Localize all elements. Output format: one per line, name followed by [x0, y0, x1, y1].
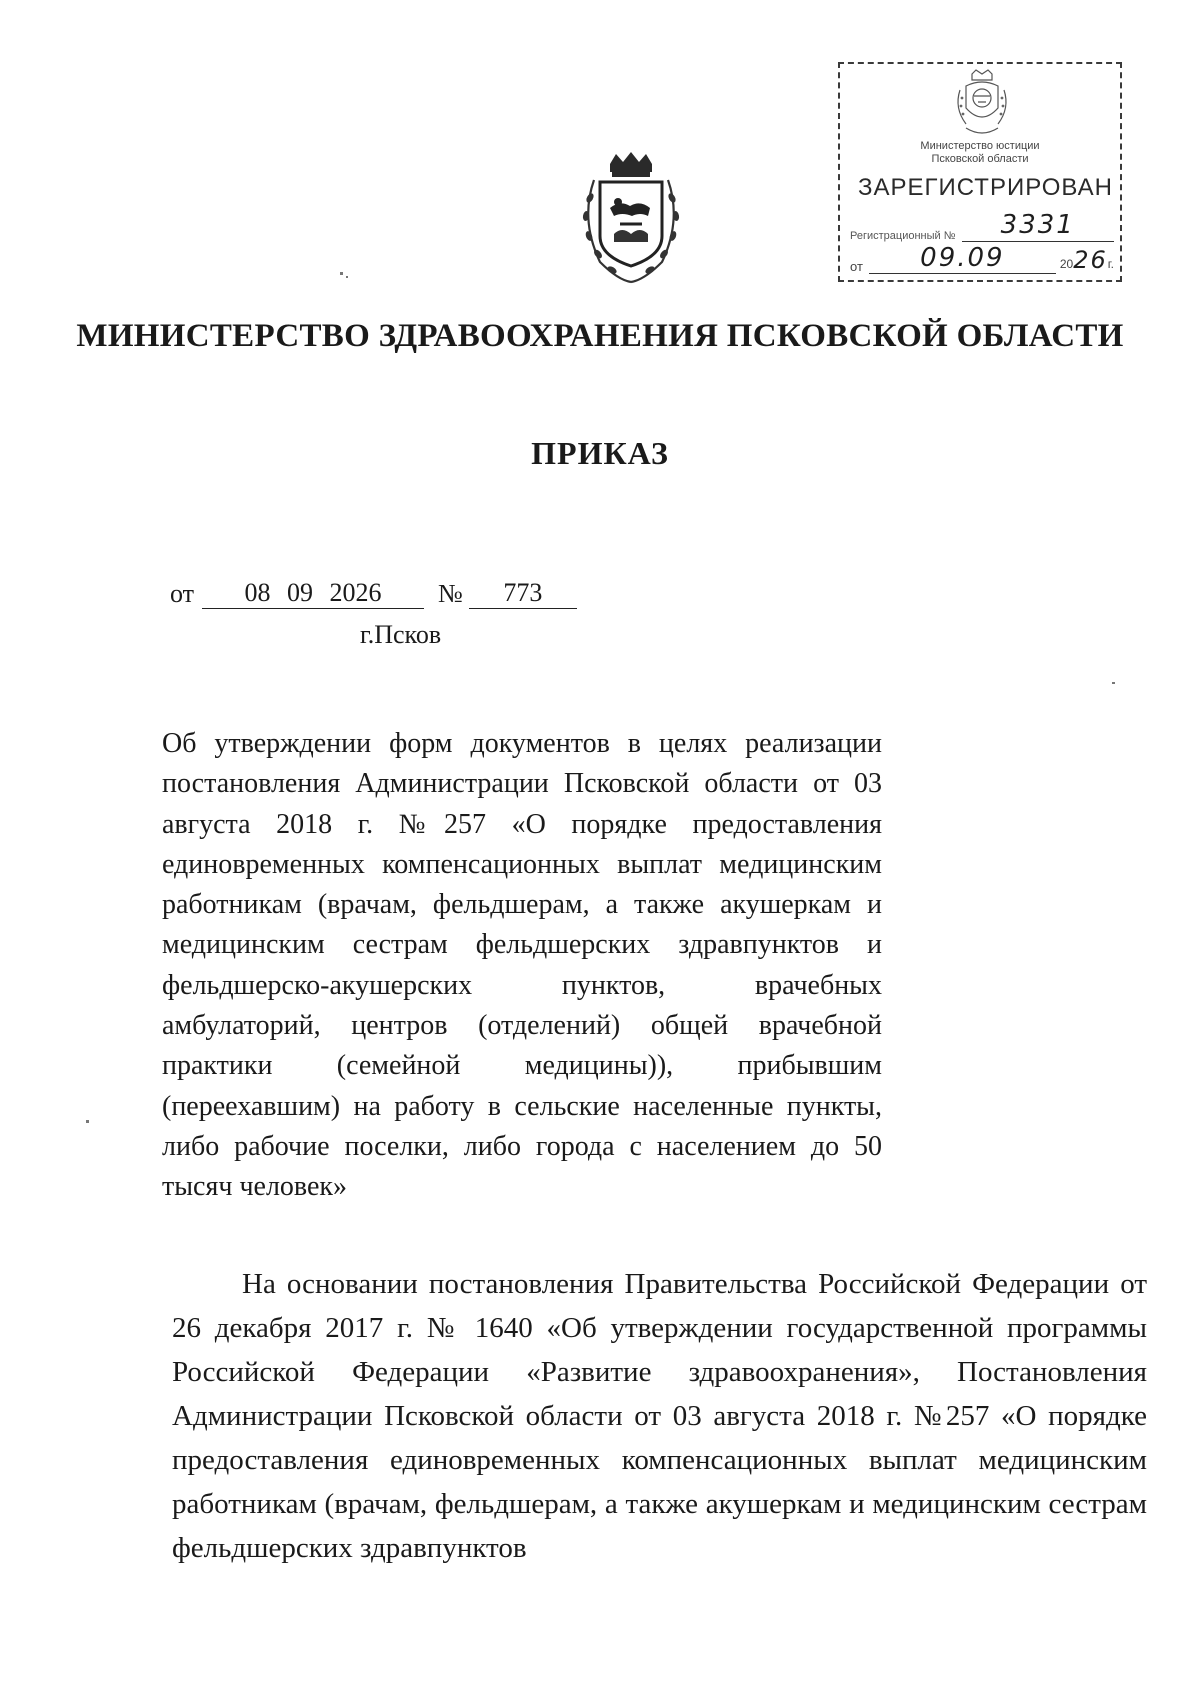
stamp-year [1060, 246, 1114, 274]
stamp-status: ЗАРЕГИСТРИРОВАН [858, 174, 1113, 201]
page-title: МИНИСТЕРСТВО ЗДРАВООХРАНЕНИЯ ПСКОВСКОЙ ОБЛАСТИ [76, 318, 1124, 354]
scan-speck [1112, 682, 1115, 684]
stamp-organization [840, 140, 1120, 166]
stamp-registration-number [850, 210, 1114, 242]
order-place: г.Псков [360, 620, 442, 649]
coat-of-arms-icon [570, 150, 692, 290]
stamp-org-line1: Министерство юстиции [920, 140, 1040, 152]
stamp-org-line2: Псковской области [931, 153, 1029, 165]
stamp-year-unit: г. [1107, 257, 1114, 271]
stamp-year-prefix: 20 [1059, 257, 1074, 271]
stamp-date-label: от [850, 259, 863, 274]
scan-speck [86, 1120, 89, 1123]
document-type: ПРИКАЗ [531, 435, 669, 471]
registration-stamp [838, 62, 1122, 282]
order-subject: Об утверждении форм документов в целях реализации постановления Администрации Псковской области от 03 августа 2018 г. №257 «О порядке предоставления единовременных компенсационных выплат медицинским работникам (врачам, фельдшерам, а также акушеркам и медицинским сестрам фельдшерских здравпунктов и фельдшерско-акушерских пунктов, врачебных амбулаторий, центров (отделений) общей врачебной практики (семейной медицины)), прибывшим (переехавшим) на работу в сельские населенные пункты, либо рабочие поселки, либо города с населением до 50 тысяч человек» [162, 728, 882, 1203]
stamp-year-suffix: 26 [1073, 246, 1108, 274]
order-date: 08 09 2026 [202, 578, 424, 609]
stamp-reg-label: Регистрационный № [850, 230, 956, 242]
scan-speck [340, 272, 343, 275]
order-details [170, 578, 577, 609]
order-number: 773 [469, 578, 577, 609]
stamp-emblem-icon [952, 68, 1012, 142]
order-date-label: от [170, 579, 195, 608]
order-number-label: № [438, 579, 463, 608]
stamp-reg-number: 3331 [1000, 210, 1075, 240]
stamp-date: 09.09 [920, 243, 1005, 273]
stamp-date-row [850, 243, 1114, 274]
scan-speck [346, 276, 348, 278]
body-paragraph: На основании постановления Правительства Российской Федерации от 26 декабря 2017 г. № 1640 «Об утверждении государственной программы Российской Федерации «Развитие здравоохранения», Постановления Администрации Псковской области от 03 августа 2018 г. №257 «О порядке предоставления единовременных компенсационных выплат медицинским работникам (врачам, фельдшерам, а также акушеркам и медицинским сестрам фельдшерских здравпунктов [172, 1268, 1147, 1564]
